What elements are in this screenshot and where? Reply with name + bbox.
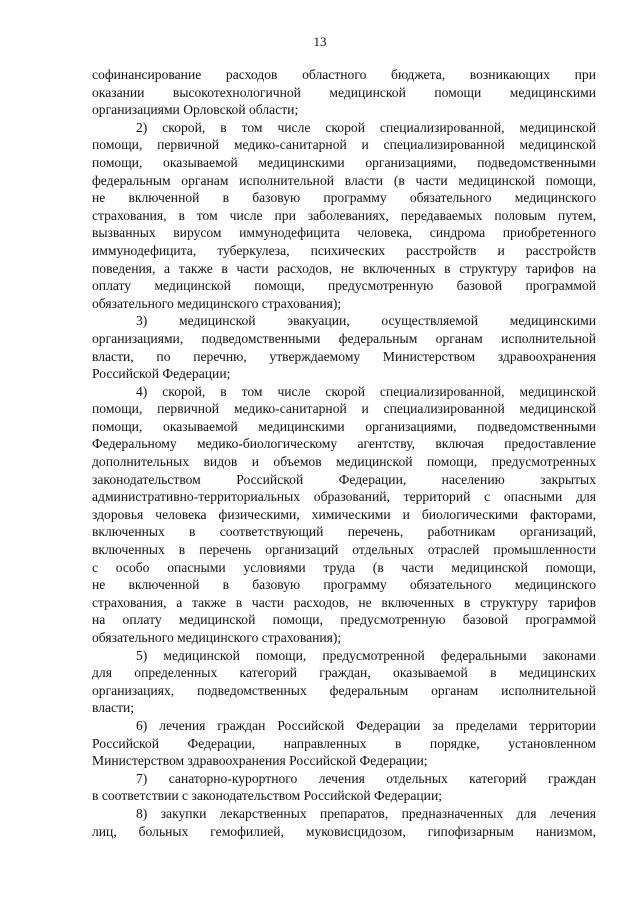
text-line: 8) закупки лекарственных препаратов, предназначенных для лечения — [136, 805, 596, 821]
text-line: включенных в перечень организаций отдельных отраслей промышленности — [92, 542, 596, 558]
text-line: организациях, подведомственных федеральным органам исполнительной — [92, 682, 596, 698]
text-line: помощи, первичной медико-санитарной и специализированной медицинской — [92, 401, 596, 417]
text-line: иммунодефицита, туберкулеза, психических расстройств и расстройств — [92, 242, 596, 258]
text-line: обязательного медицинского страхования); — [92, 295, 342, 311]
text-line: оплату медицинской помощи, предусмотренную базовой программой — [92, 278, 596, 294]
text-line: софинансирование расходов областного бюджета, возникающих при — [92, 67, 596, 82]
text-line: федеральным органам исполнительной власти (в части медицинской помощи, — [92, 172, 596, 188]
text-line: административно-территориальных образований, территорий с опасными для — [92, 489, 596, 505]
text-line: не включенной в базовую программу обязательного медицинского — [92, 577, 596, 593]
text-line: 4) скорой, в том числе скорой специализированной, медицинской — [136, 383, 596, 399]
text-line: оказании высокотехнологичной медицинской помощи медицинскими — [92, 84, 596, 100]
text-line: с особо опасными условиями труда (в части медицинской помощи, — [92, 559, 596, 575]
text-line: Министерством здравоохранения Российской Федерации; — [92, 753, 428, 769]
text-line: Федеральному медико-биологическому агентству, включая предоставление — [92, 436, 596, 452]
text-line: здоровья человека физическими, химическими и биологическими факторами, — [92, 506, 596, 522]
text-line: поведения, а также в части расходов, не включенных в структуру тарифов на — [92, 260, 596, 276]
text-line: 3) медицинской эвакуации, осуществляемой медицинскими — [136, 313, 596, 329]
text-line: страхования, в том числе при заболеваниях, передаваемых половым путем, — [92, 207, 596, 223]
text-line: Российской Федерации, направленных в порядке, установленном — [92, 735, 596, 751]
text-line: обязательного медицинского страхования); — [92, 630, 342, 645]
text-line: помощи, первичной медико-санитарной и специализированной медицинской — [92, 137, 596, 153]
text-line: в соответствии с законодательством Российской Федерации; — [92, 788, 443, 804]
text-line: не включенной в базовую программу обязательного медицинского — [92, 190, 596, 206]
text-line: лиц, больных гемофилией, муковисцидозом, гипофизарным нанизмом, — [92, 823, 596, 839]
text-line: включенных в соответствующий перечень, работникам организаций, — [92, 524, 596, 540]
body-text — [92, 66, 596, 840]
text-line: Российской Федерации; — [92, 366, 231, 382]
text-line: страхования, а также в части расходов, не включенных в структуру тарифов — [92, 594, 596, 610]
text-line: организациями Орловской области; — [92, 102, 299, 118]
text-line: помощи, оказываемой медицинскими организациями, подведомственными — [92, 154, 596, 170]
text-line: для определенных категорий граждан, оказываемой в медицинских — [92, 665, 596, 681]
text-line: организациями, подведомственными федеральным органам исполнительной — [92, 330, 596, 346]
text-line: на оплату медицинской помощи, предусмотренную базовой программой — [92, 612, 596, 628]
text-line: власти, по перечню, утверждаемому Министерством здравоохранения — [92, 348, 596, 364]
text-line: помощи, оказываемой медицинскими организациями, подведомственными — [92, 418, 596, 434]
text-line: 2) скорой, в том числе скорой специализированной, медицинской — [136, 119, 596, 135]
text-line: дополнительных видов и объемов медицинской помощи, предусмотренных — [92, 454, 596, 470]
text-line: вызванных вирусом иммунодефицита человека, синдрома приобретенного — [92, 225, 596, 241]
text-line: законодательством Российской Федерации, населению закрытых — [92, 471, 596, 487]
text-line: 5) медицинской помощи, предусмотренной федеральными законами — [136, 647, 596, 663]
text-line: 6) лечения граждан Российской Федерации за пределами территории — [136, 717, 596, 733]
text-line: 7) санаторно-курортного лечения отдельных категорий граждан — [136, 770, 596, 786]
text-line: власти; — [92, 700, 135, 716]
page-number: 13 — [313, 34, 327, 49]
